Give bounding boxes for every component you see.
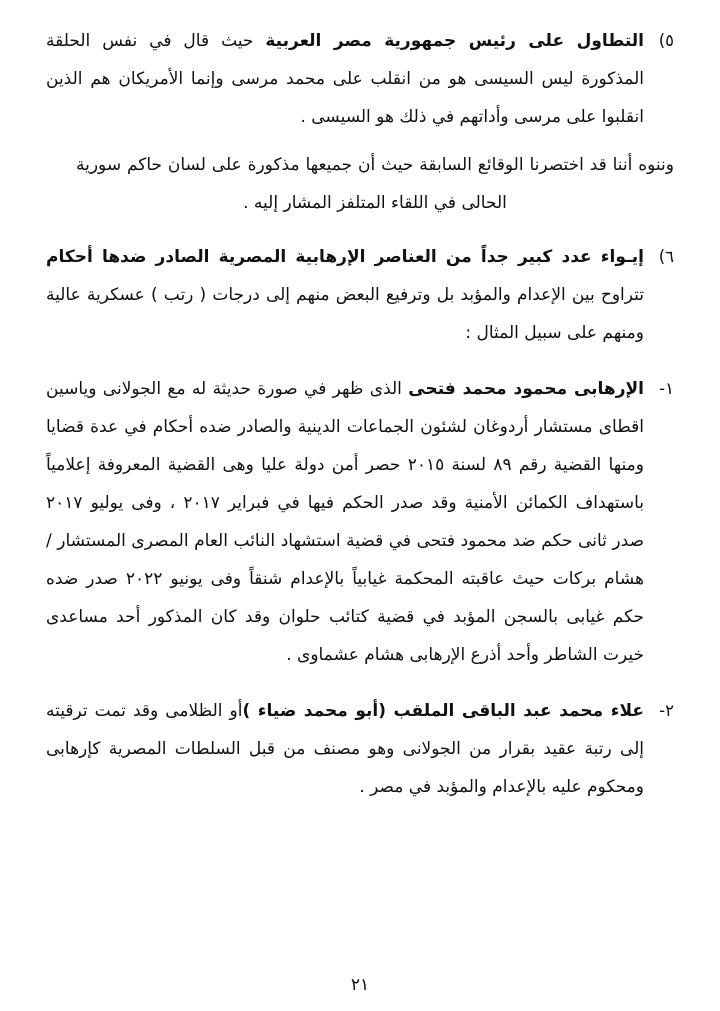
spacer-4 bbox=[46, 678, 674, 692]
page-number: ٢١ bbox=[350, 975, 370, 995]
list-item-6-text bbox=[46, 238, 644, 352]
sub-list-item-1-bold-lead: الإرهابى محمود محمد فتحى bbox=[408, 379, 644, 399]
list-item-5-bold-lead: التطاول على رئيس جمهورية مصر العربية bbox=[265, 31, 644, 51]
list-item-6-bold-lead: إيـواء عدد كبير جداً من العناصر الإرهابية المصرية الصادر ضدها أحكام bbox=[46, 247, 644, 267]
spacer-2 bbox=[46, 224, 674, 238]
list-item-6-rest: تتراوح بين الإعدام والمؤبد بل وترفيع البعض منهم إلى درجات ( رتب ) عسكرية عالية ومنهم على سبيل المثال : bbox=[46, 285, 644, 343]
sub-list-item-2-bold-lead: علاء محمد عبد الباقى الملقب (أبو محمد ضياء ) bbox=[242, 701, 644, 721]
list-marker-5: ٥) bbox=[658, 31, 674, 50]
list-item-5 bbox=[46, 22, 674, 136]
list-item-5-text bbox=[46, 22, 644, 136]
spacer-3 bbox=[46, 356, 674, 370]
sub-list-item-2-text bbox=[46, 692, 644, 806]
list-marker-6: ٦) bbox=[658, 247, 674, 266]
sub-list-item-1-rest: الذى ظهر في صورة حديثة له مع الجولانى وياسين اقطاى مستشار أردوغان لشئون الجماعات الدينية والصادر ضده أحكام في عدة قضايا ومنها القضية رقم ٨٩ لسنة ٢٠١٥ حصر أمن دولة عليا وهى القضية المعروفة إعلامياً باستهداف الكمائن الأمنية وقد صدر الحكم فيها في فبراير ٢٠١٧ ، وفى يوليو ٢٠١٧ صدر ثانى حكم ضد محمود فتحى في قضية استشهاد النائب العام المصرى المستشار / هشام بركات حيث عاقبته المحكمة غيابياً بالإعدام شنقاً وفى يونيو ٢٠٢٢ صدر ضده حكم غيابى بالسجن المؤبد في قضية كتائب حلوان وقد كان المذكور أحد مساعدى خيرت الشاطر وأحد أذرع الإرهابى هشام عشماوى . bbox=[46, 379, 644, 665]
list-item-5-rest: حيث قال في نفس الحلقة المذكورة ليس السيسى هو من انقلب على محمد مرسى وإنما الأمريكان هم الذين انقلبوا على مرسى وأداتهم في ذلك هو السيسى . bbox=[46, 31, 644, 127]
sub-list-marker-1: ١- bbox=[659, 379, 674, 398]
sub-list-item-1-text bbox=[46, 370, 644, 674]
paragraph-note: وننوه أننا قد اختصرنا الوقائع السابقة حيث أن جميعها مذكورة على لسان حاكم سورية الحالى في اللقاء المتلفز المشار إليه . bbox=[76, 155, 674, 213]
sub-list-item-2-rest: أو الظلامى وقد تمت ترقيته إلى رتبة عقيد بقرار من الجولانى وهو مصنف من قبل السلطات المصرية كإرهابى ومحكوم عليه بالإعدام والمؤبد في مصر . bbox=[46, 701, 644, 797]
sub-list-marker-2: ٢- bbox=[659, 701, 674, 720]
list-item-6 bbox=[46, 238, 674, 352]
sub-list-item-1 bbox=[46, 370, 674, 674]
sub-list-item-2 bbox=[46, 692, 674, 806]
